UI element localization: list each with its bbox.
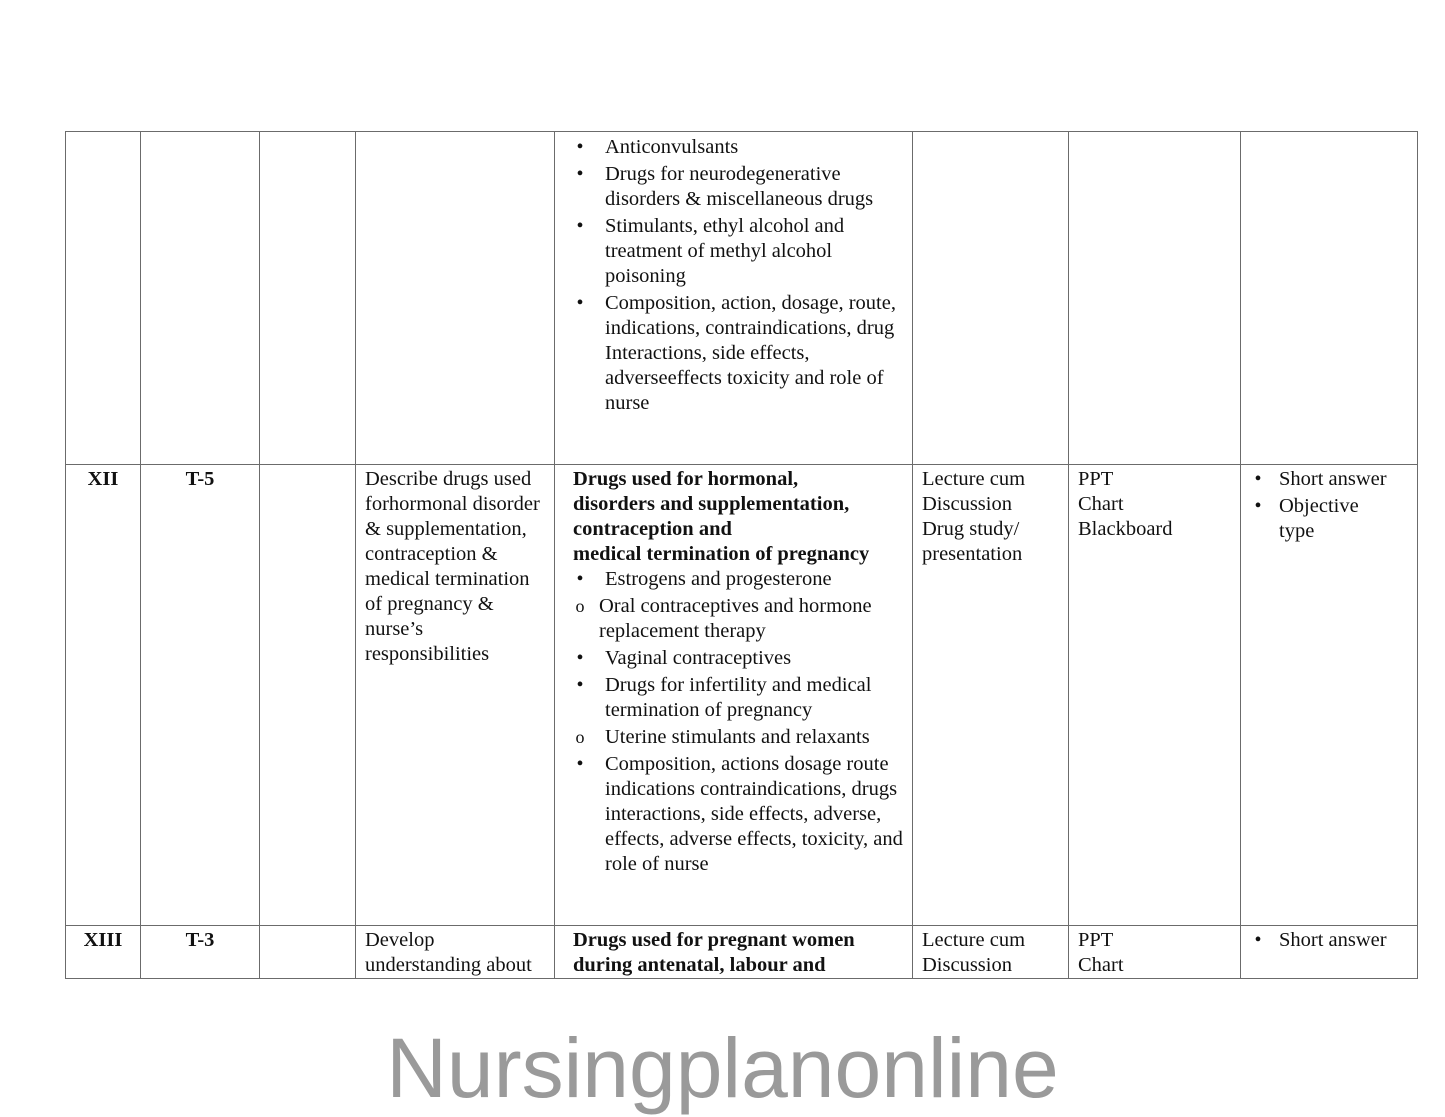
circle-bullet-icon — [573, 594, 587, 619]
blank-text — [260, 926, 355, 928]
blank-text — [260, 132, 355, 134]
aids-line: PPT — [1078, 929, 1114, 951]
aids-cell — [1069, 926, 1241, 979]
list-item — [573, 135, 903, 160]
content-list — [573, 567, 903, 877]
time-label — [141, 132, 259, 134]
objective-cell — [356, 926, 555, 979]
content-heading-line: contraception and — [573, 518, 732, 540]
list-item — [573, 567, 903, 592]
bullet-icon — [573, 752, 587, 777]
method-line: Discussion — [922, 493, 1012, 515]
content-cell — [555, 465, 913, 926]
list-item — [573, 162, 903, 212]
bullet-icon — [573, 567, 587, 592]
aids-text — [1069, 465, 1240, 542]
list-item — [1251, 467, 1397, 492]
method-line: Discussion — [922, 954, 1012, 976]
list-item-text: Anticonvulsants — [605, 136, 739, 158]
blank-cell — [260, 465, 356, 926]
content-heading — [573, 467, 903, 567]
content-list — [573, 135, 903, 416]
syllabus-table — [65, 131, 1418, 979]
assessment-item: Short answer — [1279, 468, 1387, 490]
aids-text — [1069, 926, 1240, 978]
blank-text — [260, 465, 355, 467]
list-item — [573, 646, 903, 671]
objective-text: Develop understanding about — [365, 929, 532, 976]
unit-cell — [66, 465, 141, 926]
bullet-icon — [1251, 467, 1265, 492]
list-item-text: Oral contraceptives and hormone replacement therapy — [599, 595, 872, 642]
method-line: Lecture cum — [922, 468, 1026, 490]
table-row — [66, 132, 1418, 465]
content-heading — [555, 926, 912, 978]
table-row — [66, 926, 1418, 979]
objective-text — [356, 132, 554, 134]
list-item-text: Estrogens and progesterone — [605, 568, 832, 590]
aids-line: Chart — [1078, 954, 1124, 976]
list-item-text: Vaginal contraceptives — [605, 647, 792, 669]
list-item-text: Composition, action, dosage, route, indications, contraindications, drug Interactions, side effects, adverseeffects toxicity and role of nurse — [605, 292, 896, 414]
list-item — [573, 752, 903, 877]
method-text — [913, 465, 1068, 567]
unit-cell — [66, 132, 141, 465]
list-item-text: Stimulants, ethyl alcohol and treatment of methyl alcohol poisoning — [605, 215, 845, 287]
list-item — [573, 291, 903, 416]
watermark-text: Nursingplanonline — [386, 1021, 1059, 1115]
method-line: Drug study/ — [922, 518, 1020, 540]
list-item-text: Composition, actions dosage route indications contraindications, drugs interactions, side effects, adverse, effects, adverse effects, toxicity, and role of nurse — [605, 753, 903, 875]
unit-label: XII — [87, 468, 119, 490]
bullet-icon — [1251, 494, 1265, 519]
bullet-icon — [573, 135, 587, 160]
bullet-icon — [573, 291, 587, 316]
assessment-list — [1251, 467, 1397, 544]
objective-cell — [356, 132, 555, 465]
aids-cell — [1069, 132, 1241, 465]
time-cell — [141, 132, 260, 465]
list-item — [1251, 928, 1397, 953]
assessment-item: Objective type — [1279, 495, 1359, 542]
circle-bullet-icon — [573, 725, 587, 750]
time-cell — [141, 926, 260, 979]
blank-cell — [260, 132, 356, 465]
list-item-text: Uterine stimulants and relaxants — [605, 726, 870, 748]
aids-line: Blackboard — [1078, 518, 1173, 540]
table-row — [66, 465, 1418, 926]
blank-cell — [260, 926, 356, 979]
bullet-icon — [573, 214, 587, 239]
list-item — [573, 594, 903, 644]
time-label: T-3 — [185, 929, 215, 951]
list-item — [573, 673, 903, 723]
list-item — [573, 214, 903, 289]
assessment-cell — [1241, 132, 1418, 465]
method-text — [913, 926, 1068, 978]
list-item-text: Drugs for infertility and medical termination of pregnancy — [605, 674, 872, 721]
method-cell — [913, 926, 1069, 979]
bullet-icon — [573, 673, 587, 698]
method-line: presentation — [922, 543, 1023, 565]
bullet-icon — [1251, 928, 1265, 953]
content-heading-line: during antenatal, labour and — [573, 954, 826, 976]
content-heading-line: Drugs used for hormonal, — [573, 468, 799, 490]
method-line: Lecture cum — [922, 929, 1026, 951]
objective-text: Describe drugs used forhormonal disorder & supplementation, contraception & medical termination of pregnancy & nurse’s responsibilities — [365, 468, 540, 665]
bullet-icon — [573, 646, 587, 671]
assessment-list — [1251, 928, 1397, 953]
time-cell — [141, 465, 260, 926]
aids-line: Chart — [1078, 493, 1124, 515]
time-label: T-5 — [185, 468, 215, 490]
unit-label: XIII — [83, 929, 123, 951]
method-cell — [913, 465, 1069, 926]
content-cell — [555, 926, 913, 979]
content-heading-line: Drugs used for pregnant women — [573, 929, 855, 951]
content-cell — [555, 132, 913, 465]
unit-cell — [66, 926, 141, 979]
list-item-text: Drugs for neurodegenerative disorders & miscellaneous drugs — [605, 163, 874, 210]
method-cell — [913, 132, 1069, 465]
bullet-icon — [573, 162, 587, 187]
list-item — [1251, 494, 1397, 544]
list-item — [573, 725, 903, 750]
content-heading-line: disorders and supplementation, — [573, 493, 850, 515]
assessment-cell — [1241, 465, 1418, 926]
assessment-item: Short answer — [1279, 929, 1387, 951]
content-heading-line: medical termination of pregnancy — [573, 543, 870, 565]
objective-cell — [356, 465, 555, 926]
aids-cell — [1069, 465, 1241, 926]
aids-line: PPT — [1078, 468, 1114, 490]
assessment-cell — [1241, 926, 1418, 979]
unit-label — [66, 132, 140, 134]
